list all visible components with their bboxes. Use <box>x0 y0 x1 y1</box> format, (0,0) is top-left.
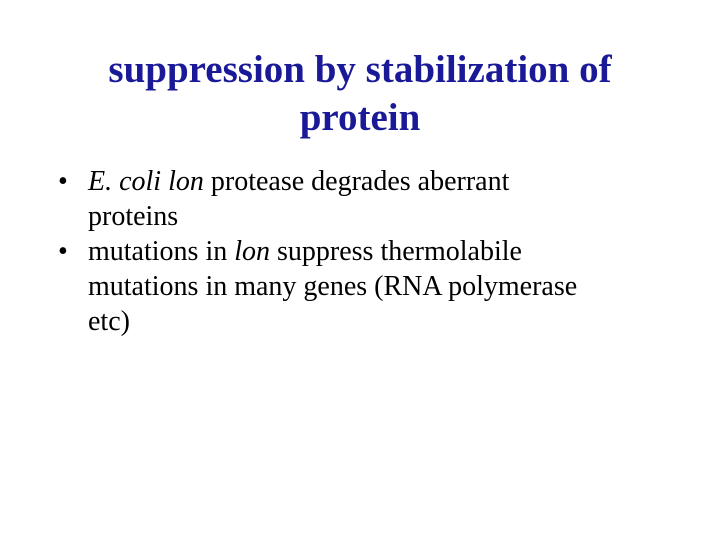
bullet-item <box>58 164 678 234</box>
slide-title <box>60 46 660 142</box>
title-line-2: protein <box>299 96 421 139</box>
bullet-item <box>58 234 678 339</box>
bullet-marker: • <box>58 166 68 197</box>
bullet-line: etc) <box>88 306 130 337</box>
bullet-text: mutations in <box>88 236 235 267</box>
bullet-line <box>88 164 678 199</box>
italic-text: lon <box>234 236 271 267</box>
bullet-marker: • <box>58 236 68 267</box>
bullet-text: suppress thermolabile <box>270 236 522 267</box>
bullet-text: protease degrades aberrant <box>203 166 510 197</box>
italic-text: E. coli lon <box>88 166 204 197</box>
bullet-list <box>58 164 678 339</box>
bullet-line: mutations in many genes (RNA polymerase <box>88 271 578 302</box>
bullet-line: proteins <box>88 201 179 232</box>
title-line-1: suppression by stabilization of <box>108 48 612 91</box>
bullet-line <box>88 234 678 269</box>
